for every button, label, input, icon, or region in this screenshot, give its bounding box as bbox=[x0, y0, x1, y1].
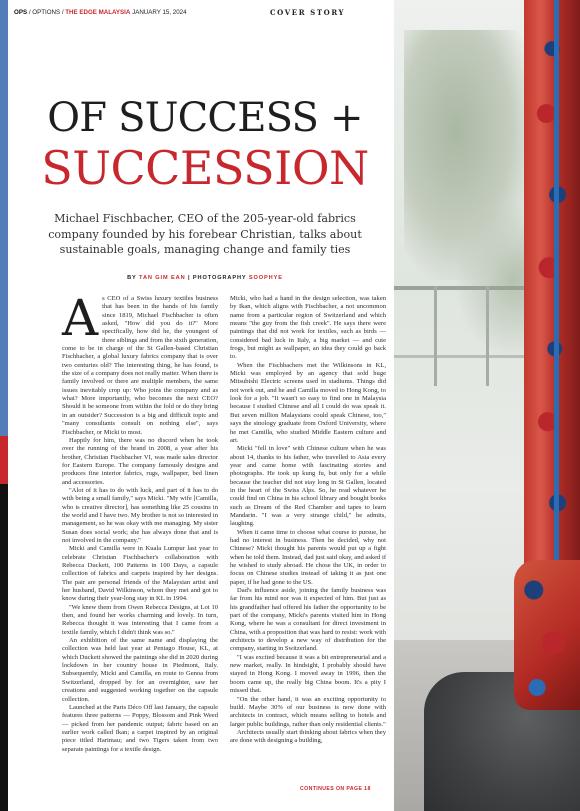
byline-photographer: SOOPHYE bbox=[248, 275, 283, 281]
issue-date: JANUARY 15, 2024 bbox=[132, 9, 187, 16]
byline-photo-label: PHOTOGRAPHY bbox=[192, 275, 247, 281]
byline-author: TAN GIM EAN bbox=[139, 275, 186, 281]
category-label: COVER STORY bbox=[270, 8, 346, 17]
photo-window-mullion bbox=[434, 286, 437, 386]
article-column-1 bbox=[62, 289, 218, 754]
headline-line-1: OF SUCCESS + bbox=[47, 95, 363, 141]
article-paragraph: "Alot of it has to do with luck, and part of it has to do with being a small family," says Micki. "My wife [Camilla, who is creative director], has something like 25 cousins in the world and I have two. My brother is not so interested in management, so he was okay with me managing. My sister Susan does social work; she has always done that and is not involved in the company." bbox=[62, 486, 218, 544]
publication-name: THE EDGE MALAYSIA bbox=[65, 9, 131, 16]
edge-color-bar-blue bbox=[0, 0, 8, 436]
article-paragraph: "We knew them from Owen Rebecca Designs, at Lot 10 then, and found her works charming and lovely. In turn, Rebecca thought it was interesting that I came from a textile family, which I didn't think was so." bbox=[62, 603, 218, 636]
header-left bbox=[14, 9, 187, 16]
byline-separator: | bbox=[187, 275, 191, 281]
byline-by: BY bbox=[127, 275, 137, 281]
edge-color-bar-black bbox=[0, 484, 8, 811]
drop-cap: A bbox=[62, 289, 99, 347]
headline-line-2: SUCCESSION bbox=[41, 141, 369, 195]
article-paragraph bbox=[62, 289, 218, 437]
byline bbox=[14, 275, 396, 281]
article-column-2 bbox=[230, 295, 386, 746]
article-paragraph: An exhibition of the same name and displaying the collection was held last year at Pentago House, KL, at which Duckett showed the paintings she did in 2020 during lockdown in her country house in Piedmont, Italy. Subsequently, Micki and Camilla, en route to Genoa from Switzerland, dropped by for an overnighter, saw her creations and suggested working together on the capsule collection. bbox=[62, 637, 218, 703]
headline bbox=[14, 96, 396, 193]
article-paragraph: Micki, who had a hand in the design selection, was taken by Ikan, which aligns with Fischbacher, a not uncommon name from a particular region of Switzerland and which means "the guy from the fish creek". He says there were paintings that did not work for textiles, such as birds — considered bad luck in Italy, a big market — and cute frogs, but might as wallpaper, an idea they could go back to. bbox=[230, 295, 386, 361]
continues-on-page-link[interactable]: CONTINUES ON PAGE 18 bbox=[300, 786, 371, 792]
article-paragraph: Launched at the Paris Déco Off last January, the capsule features three patterns — Poppy, Blossom and Pink Weed — picked from her pandemic output; fabric based on an earlier work called Ikan; a carpet inspired by an original piece titled Harimau; and two Tigers taken from two separate paintings for a textile design. bbox=[62, 703, 218, 753]
article-paragraph: "I was excited because it was a bit entrepreneurial and a new market, really. In hindsight, I probably should have stayed in Hong Kong. I moved away in 1996, then the boom came up, the really big China boom. It's a pity I missed that. bbox=[230, 653, 386, 695]
article-paragraph: Micki and Camilla were in Kuala Lumpur last year to celebrate Christian Fischbacher's collaboration with Rebecca Duckett, 100 Patterns in 100 Days, a capsule collection of fabrics and carpets inspired by her designs. The pair are personal friends of the Malaysian artist and her husband, David Wilkinson, whom they met and got to know during their year-long stay in KL in 1994. bbox=[62, 545, 218, 603]
paragraph-text: s CEO of a Swiss luxury textiles business that has been in the hands of his family since 1819, Michael Fischbacher is often asked, "How did you do it?" More specifically, how did he, the youngest of three siblings and from the sixth generation, come to be in charge of the St Gallen-based Christian Fischbacher, a global luxury fabrics company that is over two centuries old? The interesting thing, he has found, is the size of a company does not really matter. When there is family involved or there are multiple members, the same issues inevitably crop up: Who joins the company and as what? More importantly, who becomes the next CEO? Should it be someone from within the fold or do they bring in an outsider? Succession is a big and difficult topic and "many consultants consult on nothing else", says Fischbacher, or Micki to most. bbox=[62, 295, 218, 436]
article-paragraph: Happily for him, there was no discord when he took over the running of the brand in 2008, a year after his brother, Christian Fischbacher VI, was made sales director for Eastern Europe. The company famously designs and produces fine interior fabrics, rugs, wallpaper, bed linen and accessories. bbox=[62, 436, 218, 486]
article-paragraph: When the Fischbachers met the Wilkinsons in KL, Micki was employed by an agency that sold huge Mitsubishi Electric screens used in stadiums. Things did not work out, and he and Camilla moved to Hong Kong, to look for a job. "It wasn't so easy to find one in Malaysia because I studied Chinese and all I could do was speak it. But seven million Malaysians could speak Chinese, too," says the sinology graduate from Oxford University, where he met Camilla, who studied Middle Eastern culture and art. bbox=[230, 361, 386, 444]
photo-cushion bbox=[514, 560, 580, 710]
edge-color-bar-red bbox=[0, 436, 8, 484]
article-paragraph: Dad's influence aside, joining the family business was far from his mind nor was it expected of him. But just as his grandfather had offered his father the opportunity to be part of the company, Micki's parents visited him in Hong Kong, where he was a consultant for direct investment in China, with a proposition that was hard to resist: work with architects to develop a new way of distribution for the company, starting in Switzerland. bbox=[230, 587, 386, 653]
photo-window-mullion bbox=[486, 286, 489, 386]
article-paragraph: Architects usually start thinking about fabrics when they are done with designing a building, bbox=[230, 728, 386, 745]
standfirst: Michael Fischbacher, CEO of the 205-year-old fabrics company founded by his forebear Christian, talks about sustainable goals, managing change and family ties bbox=[48, 212, 362, 257]
cover-photo bbox=[394, 0, 580, 811]
article-paragraph: Micki "fell in love" with Chinese culture when he was about 14, thanks to his father, who travelled to Asia every year and came home with fascinating stories and photographs. He took up kung fu, but only for a while because the teacher did not stay long in St Gallen, located in the heart of the Swiss Alps. So, he read whatever he could find on China in his school library and bought books such as Dream of the Red Chamber and tapes to learn Mandarin. "I was a very strange child," he admits, laughing. bbox=[230, 445, 386, 528]
section-label: / OPTIONS / bbox=[28, 9, 64, 16]
page-number: OPS bbox=[14, 9, 28, 16]
article-paragraph: When it came time to choose what course to pursue, he had no interest in business. Then he decided, why not Chinese? Micki thought his parents would put up a fight when he told them. Instead, dad just said okay, and asked if he wished to study abroad. He chose the UK, in order to focus on Chinese studies instead of taking it as just one paper, if he had gone to the US. bbox=[230, 528, 386, 586]
article-paragraph: "On the other hand, it was an exciting opportunity to build. Maybe 30% of our business is now done with architects in contract, which means selling to hotels and larger public buildings, rather than only residential clients." bbox=[230, 695, 386, 728]
